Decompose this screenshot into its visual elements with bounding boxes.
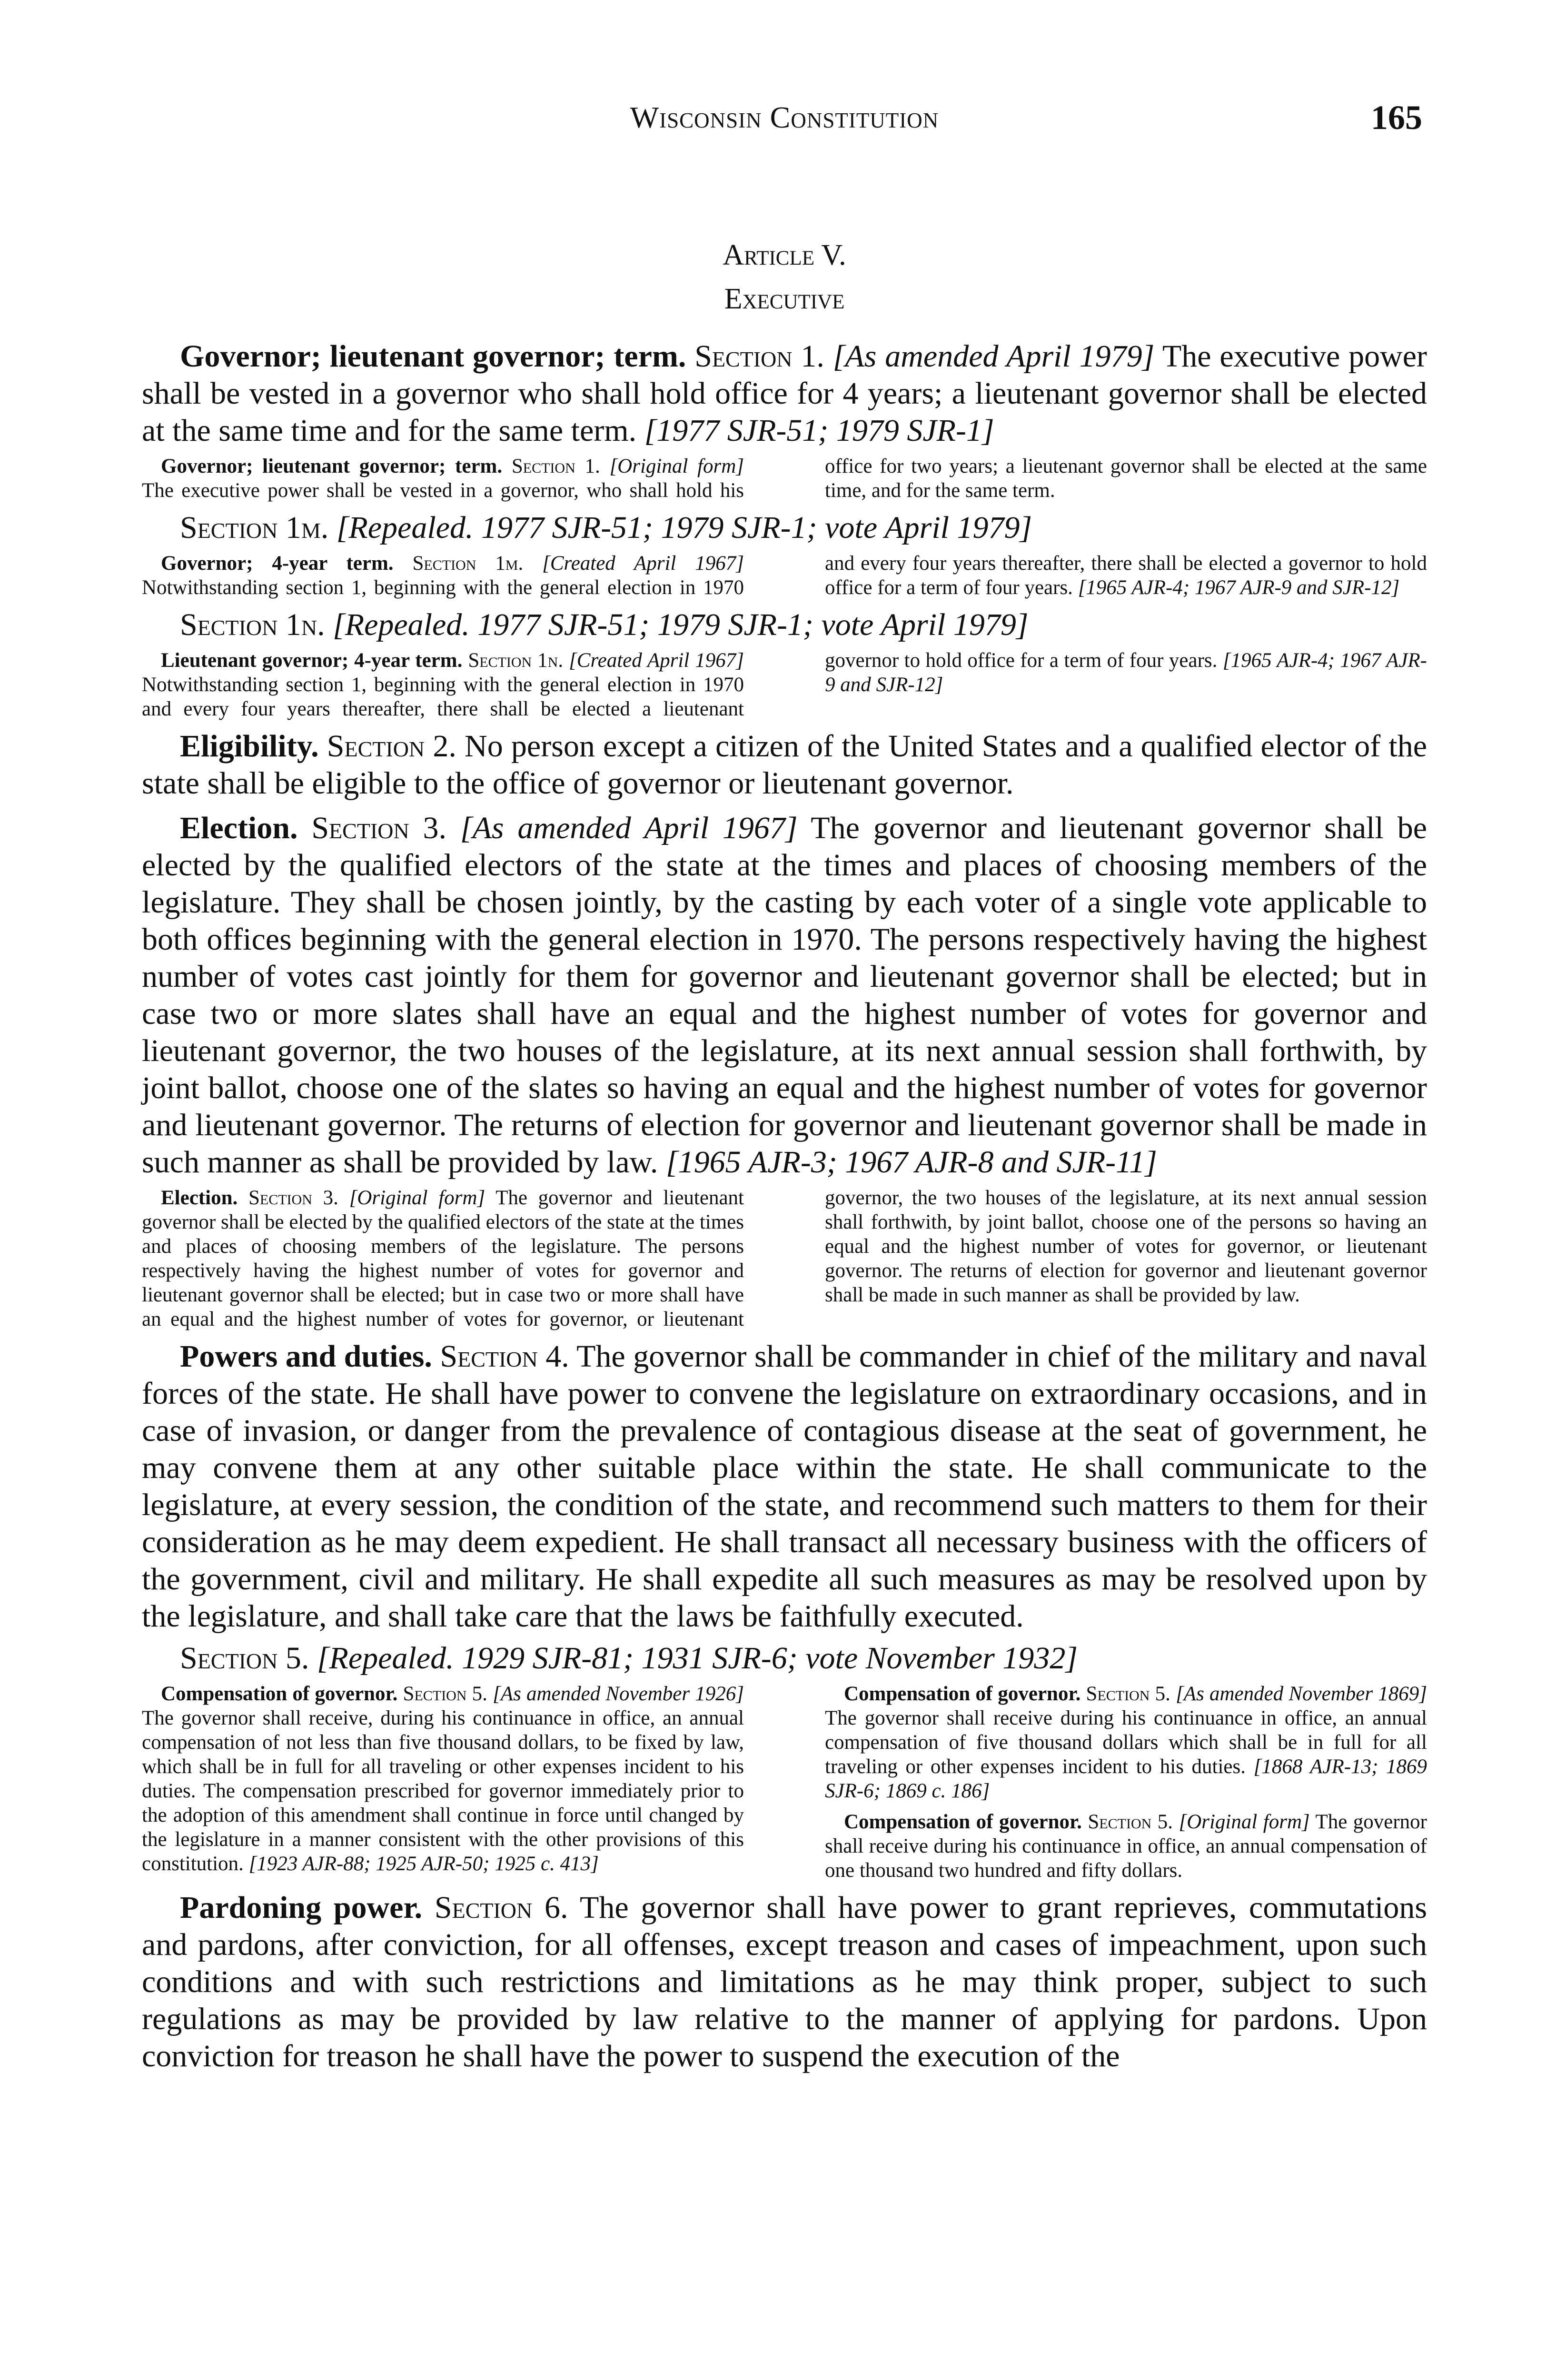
section-6-label: Section 6.: [434, 1890, 568, 1925]
section-3-text: The governor and lieutenant governor shall be elected by the qualified electors of the state at the times and places of choosing members of the legislature. They shall be chosen jointly, by the casting by each voter of a single vote applicable to both offices beginning with the general election in 1970. The persons respectively having the highest number of votes cast jointly for them for governor and lieutenant governor shall be elected; but in case two or more slates shall have an equal and the highest number of votes for governor and lieutenant governor, the two houses of the legislature, at its next annual session shall forthwith, by joint ballot, choose one of the slates so having an equal and the highest number of votes for governor and lieutenant governor. The returns of election for governor and lieutenant governor shall be made in such manner as shall be provided by law.: [142, 811, 1427, 1180]
note-history: [As amended November 1926]: [493, 1683, 744, 1705]
section-2-text: No person except a citizen of the United States and a qualified elector of the state shall be eligible to the office of governor or lieutenant governor.: [142, 729, 1427, 801]
note-citation: [1923 AJR-88; 1925 AJR-50; 1925 c. 413]: [248, 1853, 599, 1875]
section-1m: [142, 509, 1427, 546]
section-4-label: Section 4.: [440, 1339, 569, 1374]
note-heading: Compensation of governor.: [844, 1811, 1082, 1833]
section-1n-text: [Repealed. 1977 SJR-51; 1979 SJR-1; vote April 1979]: [333, 607, 1029, 642]
note-heading: Governor; lieutenant governor; term.: [161, 455, 503, 477]
section-1m-label: Section 1m.: [180, 510, 329, 545]
section-1-history: [As amended April 1979]: [832, 339, 1155, 374]
note-citation: [1965 AJR-4; 1967 AJR-9 and SJR-12]: [1078, 576, 1400, 599]
article-heading: [142, 233, 1427, 321]
article-number: Article V.: [723, 239, 846, 271]
section-2: [142, 728, 1427, 802]
section-4: [142, 1338, 1427, 1635]
section-3-label: Section 3.: [311, 811, 447, 845]
section-2-heading: Eligibility.: [180, 729, 319, 764]
note-label: Section 1n.: [468, 649, 564, 672]
section-3-note: [142, 1186, 1427, 1331]
section-3: [142, 810, 1427, 1181]
section-5-notes: [142, 1682, 1427, 1883]
section-3-history: [As amended April 1967]: [460, 811, 798, 845]
note-label: Section 1.: [511, 455, 600, 477]
section-6-heading: Pardoning power.: [180, 1890, 423, 1925]
page: [142, 0, 1427, 2380]
article-title: Executive: [724, 283, 845, 315]
note-heading: Governor; 4-year term.: [161, 552, 394, 575]
note-text: The governor shall receive during his continuance in office, an annual compensation of one thousand two hundred and fifty dollars.: [825, 1811, 1427, 1882]
note-text: Notwithstanding section 1, beginning with the general election in 1970 and every four years thereafter, there shall be elected a governor to hold office for a term of four years.: [142, 552, 1427, 599]
note-label: Section 5.: [403, 1683, 487, 1705]
note-history: [Original form]: [349, 1187, 486, 1209]
section-4-heading: Powers and duties.: [180, 1339, 432, 1374]
note-text: The governor and lieutenant governor shall be elected by the qualified electors of the state at the times and places of choosing members of the legislature. The persons respectively having the highest number of votes for governor and lieutenant governor shall be elected; but in case two or more shall have an equal and the highest number of votes for governor, or lieutenant governor, the two houses of the legislature, at its next annual session shall forthwith, by joint ballot, choose one of the persons so having an equal and the highest number of votes for governor, or lieutenant governor. The returns of election for governor and lieutenant governor shall be made in such manner as shall be provided by law.: [142, 1187, 1427, 1330]
page-number: 165: [1371, 99, 1422, 137]
section-1m-text: [Repealed. 1977 SJR-51; 1979 SJR-1; vote April 1979]: [336, 510, 1032, 545]
section-6-text: The governor shall have power to grant reprieves, commutations and pardons, after conviction, for all offenses, except treason and cases of impeachment, upon such conditions and with such restrictions and limitations as he may think proper, subject to such regulations as may be provided by law relative to the manner of applying for pardons. Upon conviction for treason he shall have the power to suspend the execution of the: [142, 1890, 1427, 2073]
section-1-note: [142, 454, 1427, 503]
section-1-heading: Governor; lieutenant governor; term.: [180, 339, 686, 374]
section-6: [142, 1889, 1427, 2075]
running-head-title: Wisconsin Constitution: [630, 100, 939, 134]
section-2-label: Section 2.: [327, 729, 456, 764]
note-label: Section 3.: [248, 1187, 338, 1209]
note-label: Section 5.: [1086, 1683, 1170, 1705]
section-1n-label: Section 1n.: [180, 607, 325, 642]
section-1n-note: [142, 648, 1427, 721]
note-history: [As amended November 1869]: [1176, 1683, 1427, 1705]
note-history: [Original form]: [609, 455, 744, 477]
running-head: [142, 100, 1427, 138]
section-5-label: Section 5.: [180, 1641, 309, 1676]
section-4-text: The governor shall be commander in chief of the military and naval forces of the state. He shall have power to convene the legislature on extraordinary occasions, and in case of invasion, or danger from the prevalence of contagious disease at the seat of government, he may convene them at any other suitable place within the state. He shall communicate to the legislature, at every session, the condition of the state, and recommend such matters to them for their consideration as he may deem expedient. He shall transact all necessary business with the officers of the government, civil and military. He shall expedite all such measures as may be resolved upon by the legislature, and shall take care that the laws be faithfully executed.: [142, 1339, 1427, 1634]
note-citation: [1868 AJR-13; 1869 SJR-6; 1869 c. 186]: [825, 1755, 1427, 1802]
note-text: The governor shall receive during his continuance in office, an annual compensation of five thousand dollars which shall be in full for all traveling or other expenses incident to his duties.: [825, 1707, 1427, 1778]
section-1: [142, 338, 1427, 449]
note-label: Section 1m.: [412, 552, 524, 575]
note-label: Section 5.: [1088, 1811, 1173, 1833]
note-heading: Compensation of governor.: [844, 1683, 1081, 1705]
note-heading: Compensation of governor.: [161, 1683, 398, 1705]
note-history: [Created April 1967]: [542, 552, 744, 575]
section-1-label: Section 1.: [694, 339, 824, 374]
note-history: [Created April 1967]: [569, 649, 744, 672]
note-text: Notwithstanding section 1, beginning with the general election in 1970 and every four years thereafter, there shall be elected a lieutenant governor to hold office for a term of four years.: [142, 649, 1218, 720]
section-5-text: [Repealed. 1929 SJR-81; 1931 SJR-6; vote November 1932]: [317, 1641, 1078, 1676]
section-1-citation: [1977 SJR-51; 1979 SJR-1]: [644, 413, 994, 448]
note-citation: [1965 AJR-4; 1967 AJR-9 and SJR-12]: [825, 649, 1427, 696]
section-5: [142, 1640, 1427, 1677]
note-text: The governor shall receive, during his continuance in office, an annual compensation of not less than five thousand dollars, to be fixed by law, which shall be in full for all traveling or other expenses incident to his duties. The compensation prescribed for governor immediately prior to the adoption of this amendment shall continue in force until changed by the legislature in a manner consistent with the other provisions of this constitution.: [142, 1707, 744, 1875]
section-1-text: The executive power shall be vested in a governor who shall hold office for 4 years; a lieutenant governor shall be elected at the same time and for the same term.: [142, 339, 1427, 448]
note-text: The executive power shall be vested in a governor, who shall hold his office for two years; a lieutenant governor shall be elected at the same time, and for the same term.: [142, 455, 1427, 502]
section-3-citation: [1965 AJR-3; 1967 AJR-8 and SJR-11]: [665, 1145, 1157, 1180]
body-text: [142, 338, 1427, 2075]
note-heading: Lieutenant governor; 4-year term.: [161, 649, 463, 672]
note-history: [Original form]: [1179, 1811, 1310, 1833]
section-3-heading: Election.: [180, 811, 298, 845]
note-heading: Election.: [161, 1187, 238, 1209]
section-1m-note: [142, 551, 1427, 600]
section-1n: [142, 606, 1427, 644]
